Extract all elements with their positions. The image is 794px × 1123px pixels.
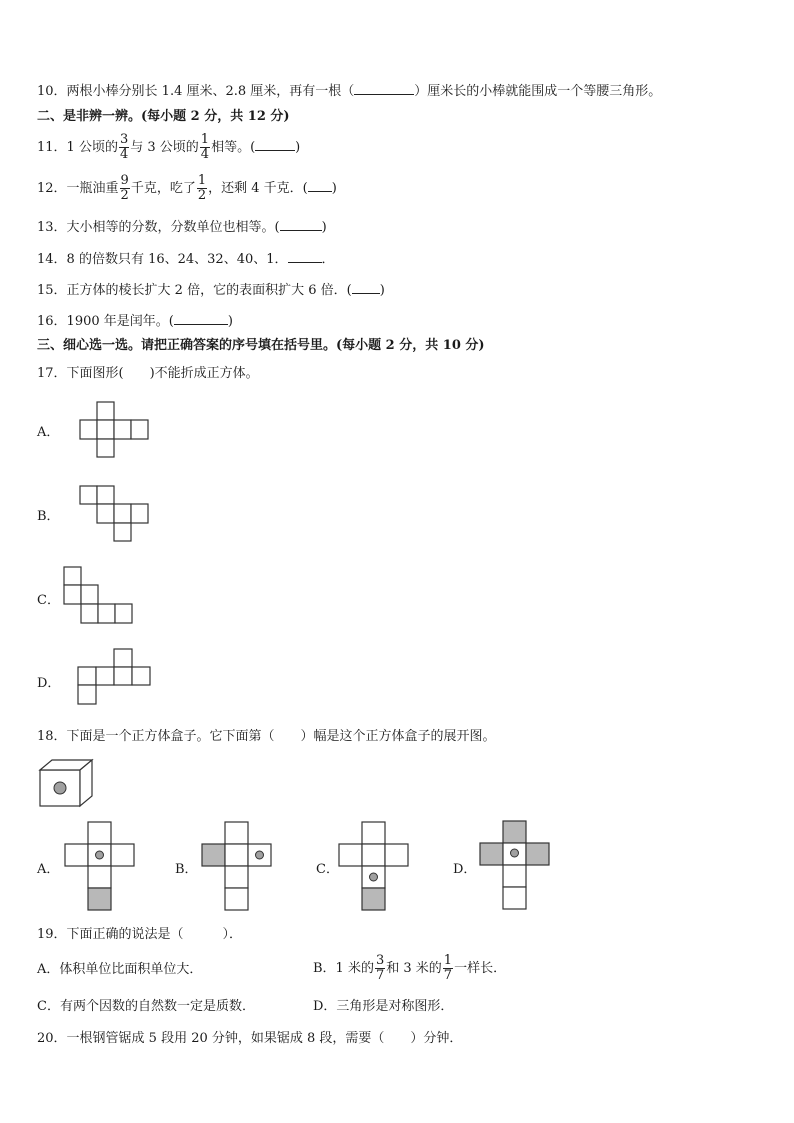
q17-option-b-label[interactable]: B． <box>37 509 60 524</box>
question-13: 13．大小相等的分数，分数单位也相等。( ) <box>37 220 327 235</box>
fraction: $\frac{1}{7}$ <box>443 953 453 983</box>
q17-net-c[interactable] <box>63 566 137 626</box>
answer-blank[interactable] <box>280 218 322 231</box>
question-10: 10．两根小棒分别长 1.4 厘米、2.8 厘米，再有一根（ ）厘米长的小棒就能围成一个等腰三角形。 <box>37 84 662 99</box>
q19-option-b[interactable]: B．1 米的 $\frac{3}{7}$ 和 3 米的 $\frac{1}{7}$ 一样长． <box>313 953 507 983</box>
question-12: 12．一瓶油重 $\frac{9}{2}$ 千克，吃了 $\frac{1}{2}$ ，还剩 4 千克．( ) <box>37 173 337 203</box>
question-15: 15．正方体的棱长扩大 2 倍，它的表面积扩大 6 倍．( ) <box>37 283 385 298</box>
q19-option-c[interactable]: C．有两个因数的自然数一定是质数． <box>37 999 255 1014</box>
q18-net-a[interactable] <box>65 821 137 913</box>
q18-net-d[interactable] <box>480 820 552 912</box>
fraction: $\frac{9}{2}$ <box>120 173 129 203</box>
fraction: $\frac{1}{4}$ <box>200 132 210 162</box>
q18-net-b[interactable] <box>202 821 274 913</box>
answer-blank[interactable] <box>288 250 322 263</box>
answer-blank[interactable] <box>308 179 332 192</box>
question-18: 18．下面是一个正方体盒子。它下面第（ ）幅是这个正方体盒子的展开图。 <box>37 729 496 744</box>
answer-blank[interactable] <box>255 138 295 151</box>
q18-option-d-label[interactable]: D． <box>453 862 477 877</box>
q19-option-d[interactable]: D．三角形是对称图形． <box>313 999 454 1014</box>
q17-net-b[interactable] <box>80 486 152 544</box>
q18-option-c-label[interactable]: C． <box>316 862 339 877</box>
section-heading-3: 三、细心选一选。请把正确答案的序号填在括号里。(每小题 2 分，共 10 分) <box>37 338 485 353</box>
question-11: 11．1 公顷的 $\frac{3}{4}$ 与 3 公顷的 $\frac{1}{4}$ 相等。( ) <box>37 132 301 162</box>
fraction: $\frac{3}{7}$ <box>375 953 385 983</box>
q17-option-c-label[interactable]: C． <box>37 593 60 608</box>
cube-box-figure <box>38 758 94 808</box>
question-17: 17．下面图形( )不能折成正方体。 <box>37 366 259 381</box>
q17-net-a[interactable] <box>80 401 152 459</box>
answer-blank[interactable] <box>352 281 380 294</box>
question-16: 16．1900 年是闰年。( ) <box>37 314 233 329</box>
q18-net-c[interactable] <box>339 821 411 913</box>
answer-blank[interactable] <box>354 82 414 95</box>
section-heading-2: 二、是非辨一辨。(每小题 2 分，共 12 分) <box>37 109 290 124</box>
question-19: 19．下面正确的说法是（ ）． <box>37 927 243 942</box>
question-20: 20．一根钢管锯成 5 段用 20 分钟，如果锯成 8 段，需要（ ）分钟． <box>37 1031 463 1046</box>
q18-option-a-label[interactable]: A． <box>37 862 60 877</box>
fraction: $\frac{1}{2}$ <box>197 173 207 203</box>
q17-net-d[interactable] <box>78 648 152 708</box>
q17-option-d-label[interactable]: D． <box>37 676 61 691</box>
fraction: $\frac{3}{4}$ <box>119 132 129 162</box>
question-14: 14．8 的倍数只有 16、24、32、40、1． ． <box>37 252 335 267</box>
q17-option-a-label[interactable]: A． <box>37 425 60 440</box>
answer-blank[interactable] <box>174 312 228 325</box>
q19-option-a[interactable]: A．体积单位比面积单位大． <box>37 962 203 977</box>
q18-option-b-label[interactable]: B． <box>175 862 198 877</box>
